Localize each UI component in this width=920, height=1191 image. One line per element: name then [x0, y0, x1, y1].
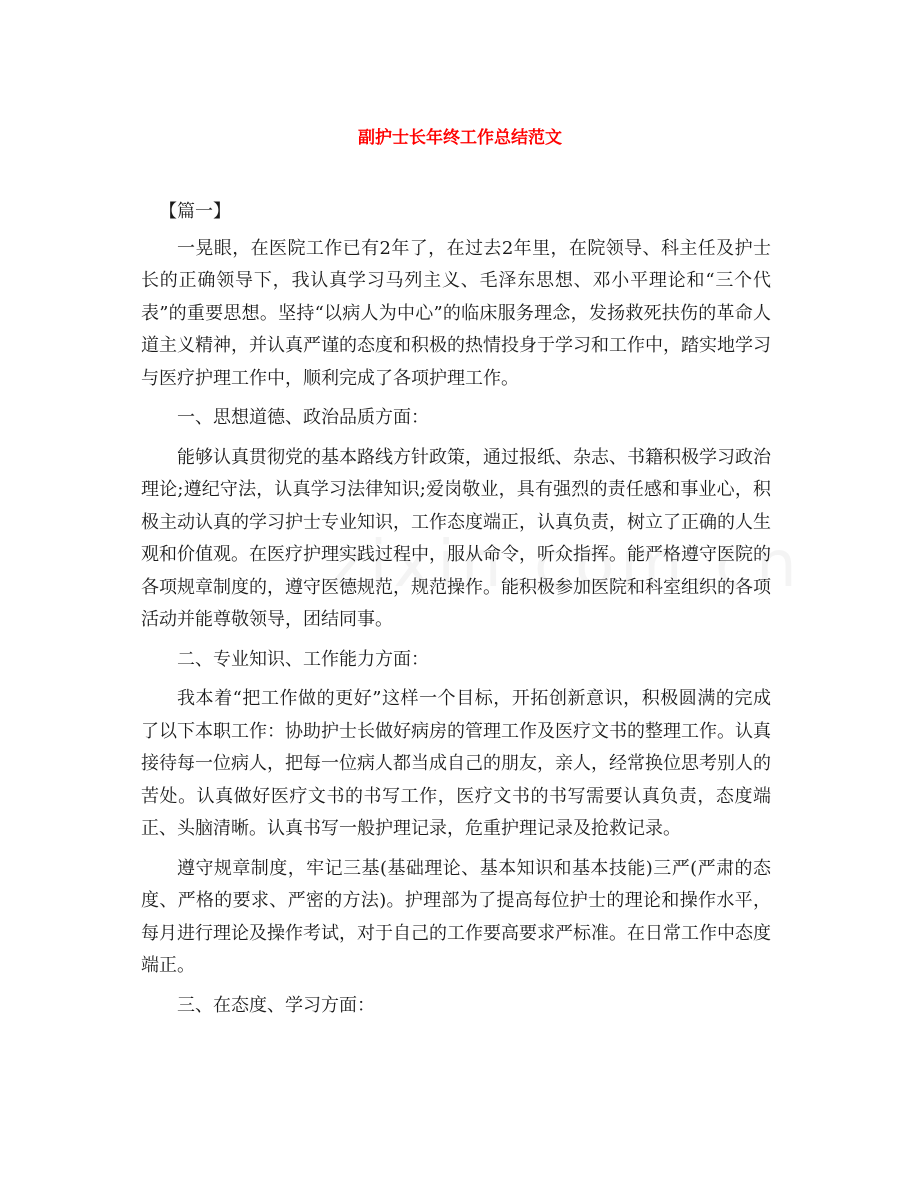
- heading-ideology: 一、思想道德、政治品质方面：: [177, 407, 429, 428]
- heading-attitude: 三、在态度、学习方面：: [177, 994, 375, 1016]
- heading-professional: 二、专业知识、工作能力方面：: [177, 648, 429, 670]
- paragraph-rules: 遵守规章制度，牢记三基(基础理论、基本知识和基本技能)三严(严肃的态度、严格的要求、严密的方法)。护理部为了提高每位护士的理论和操作水平，每月进行理论及操作考试，对于自己的工作要高要求严标准。在日常工作中态度端正。: [141, 857, 771, 976]
- section-tag: 【篇一】: [159, 201, 231, 222]
- document-body: [141, 196, 771, 1029]
- paragraph-ideology: 能够认真贯彻党的基本路线方针政策，通过报纸、杂志、书籍积极学习政治理论;遵纪守法，认真学习法律知识;爱岗敬业，具有强烈的责任感和事业心，积极主动认真的学习护士专业知识，工作态度端正，认真负责，树立了正确的人生观和价值观。在医疗护理实践过程中，服从命令，听众指挥。能严格遵守医院的各项规章制度的，遵守医德规范，规范操作。能积极参加医院和科室组织的各项活动并能尊敬领导，团结同事。: [141, 446, 771, 630]
- document-title: 副护士长年终工作总结范文: [358, 128, 562, 148]
- paragraph-professional: 我本着“把工作做的更好”这样一个目标，开拓创新意识，积极圆满的完成了以下本职工作：协助护士长做好病房的管理工作及医疗文书的整理工作。认真接待每一位病人，把每一位病人都当成自己的朋友，亲人，经常换位思考别人的苦处。认真做好医疗文书的书写工作，医疗文书的书写需要认真负责，态度端正、头脑清晰。认真书写一般护理记录，危重护理记录及抢救记录。: [141, 688, 771, 839]
- paragraph-intro: 一晃眼，在医院工作已有2年了，在过去2年里，在院领导、科主任及护士长的正确领导下，我认真学习马列主义、毛泽东思想、邓小平理论和“三个代表”的重要思想。坚持“以病人为中心”的临床服务理念，发扬救死扶伤的革命人道主义精神，并认真严谨的态度和积极的热情投身于学习和工作中，踏实地学习与医疗护理工作中，顺利完成了各项护理工作。: [141, 237, 771, 389]
